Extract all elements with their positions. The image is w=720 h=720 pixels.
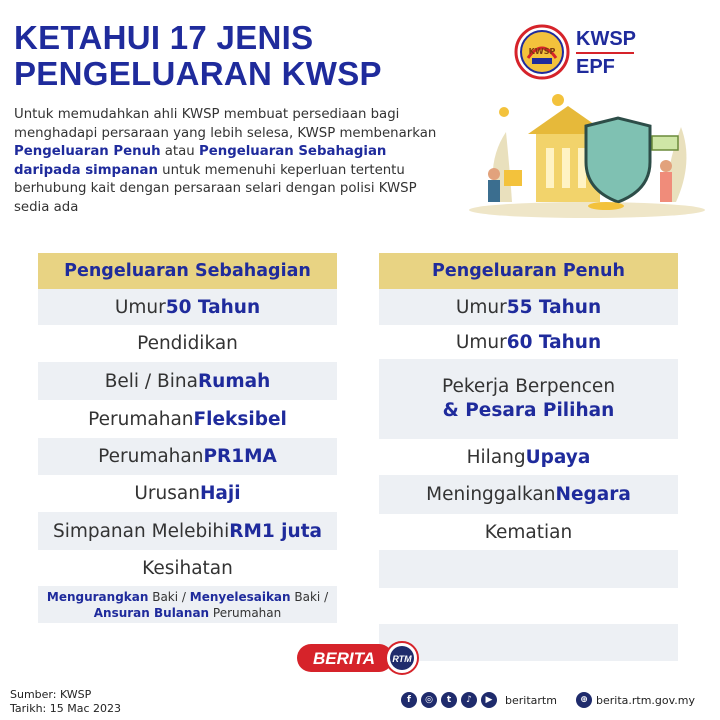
full-heading: Pengeluaran Penuh: [379, 253, 678, 289]
website-link[interactable]: [576, 692, 695, 708]
intro-paragraph: Untuk memudahkan ahli KWSP membuat persediaan bagi menghadapi persaraan yang lebih selesa, KWSP membenarkan Pengeluaran Penuh atau Pengeluaran Sebahagian daripada simpanan untuk memenuhi keperluan tertentu berhubung kait dengan persaraan selari dengan polisi KWSP sedia ada: [14, 107, 437, 215]
full-withdrawal-table: [379, 253, 678, 661]
partial-row-6: Urusan Haji: [134, 483, 241, 504]
partial-row-7: Simpanan Melebihi RM1 juta: [38, 512, 337, 550]
intro-bold-partial: Pengeluaran Sebahagian daripada simpanan: [14, 144, 387, 178]
partial-withdrawal-table: [38, 253, 337, 623]
kwsp-logo: [514, 24, 654, 80]
retirement-illustration: [466, 92, 708, 220]
berita-rtm-logo: [296, 641, 422, 675]
facebook-icon[interactable]: f: [401, 692, 417, 708]
partial-row-4: Perumahan Fleksibel: [88, 408, 287, 430]
social-links: [401, 692, 557, 708]
full-row-6: Kematian: [484, 521, 573, 543]
partial-heading: Pengeluaran Sebahagian: [38, 253, 337, 289]
page-title: [14, 20, 434, 92]
full-row-3: Pekerja Berpencen & Pesara Pilihan: [379, 359, 678, 439]
globe-icon: ⊕: [576, 692, 592, 708]
partial-row-1: Umur 50 Tahun: [38, 289, 337, 325]
tiktok-icon[interactable]: ♪: [461, 692, 477, 708]
title-line-1: KETAHUI 17 JENIS: [14, 19, 314, 56]
partial-row-2: Pendidikan: [137, 333, 238, 354]
partial-row-9: Mengurangkan Baki / Menyelesaikan Baki / Ansuran Bulanan Perumahan: [38, 586, 337, 623]
partial-row-8: Kesihatan: [142, 557, 233, 579]
brand-text: BERITA: [312, 649, 376, 668]
full-row-9-empty: [379, 624, 678, 661]
partial-row-3: Beli / Bina Rumah: [38, 362, 337, 400]
website-text[interactable]: berita.rtm.gov.my: [596, 693, 696, 707]
full-row-5: Meninggalkan Negara: [379, 475, 678, 514]
twitter-icon[interactable]: t: [441, 692, 457, 708]
full-row-8-empty: [379, 588, 678, 624]
emblem-text: KWSP: [528, 47, 556, 56]
kwsp-emblem-icon: [514, 24, 570, 80]
full-row-1: Umur 55 Tahun: [379, 289, 678, 325]
partial-row-5: Perumahan PR1MA: [38, 438, 337, 475]
logo-epf: EPF: [576, 56, 615, 78]
date-text: Tarikh: 15 Mac 2023: [10, 702, 122, 715]
intro-bold-full: Pengeluaran Penuh: [14, 144, 161, 159]
logo-kwsp: KWSP: [576, 28, 636, 50]
social-handle[interactable]: beritartm: [505, 693, 557, 707]
source-text: Sumber: KWSP: [10, 688, 92, 701]
source-info: [10, 688, 121, 716]
full-row-2: Umur 60 Tahun: [455, 331, 602, 353]
brand-sub-text: RTM: [392, 654, 412, 664]
instagram-icon[interactable]: ◎: [421, 692, 437, 708]
title-line-2: PENGELUARAN KWSP: [14, 55, 382, 92]
full-row-7-empty: [379, 550, 678, 588]
youtube-icon[interactable]: ▶: [481, 692, 497, 708]
full-row-4: Hilang Upaya: [466, 446, 591, 468]
